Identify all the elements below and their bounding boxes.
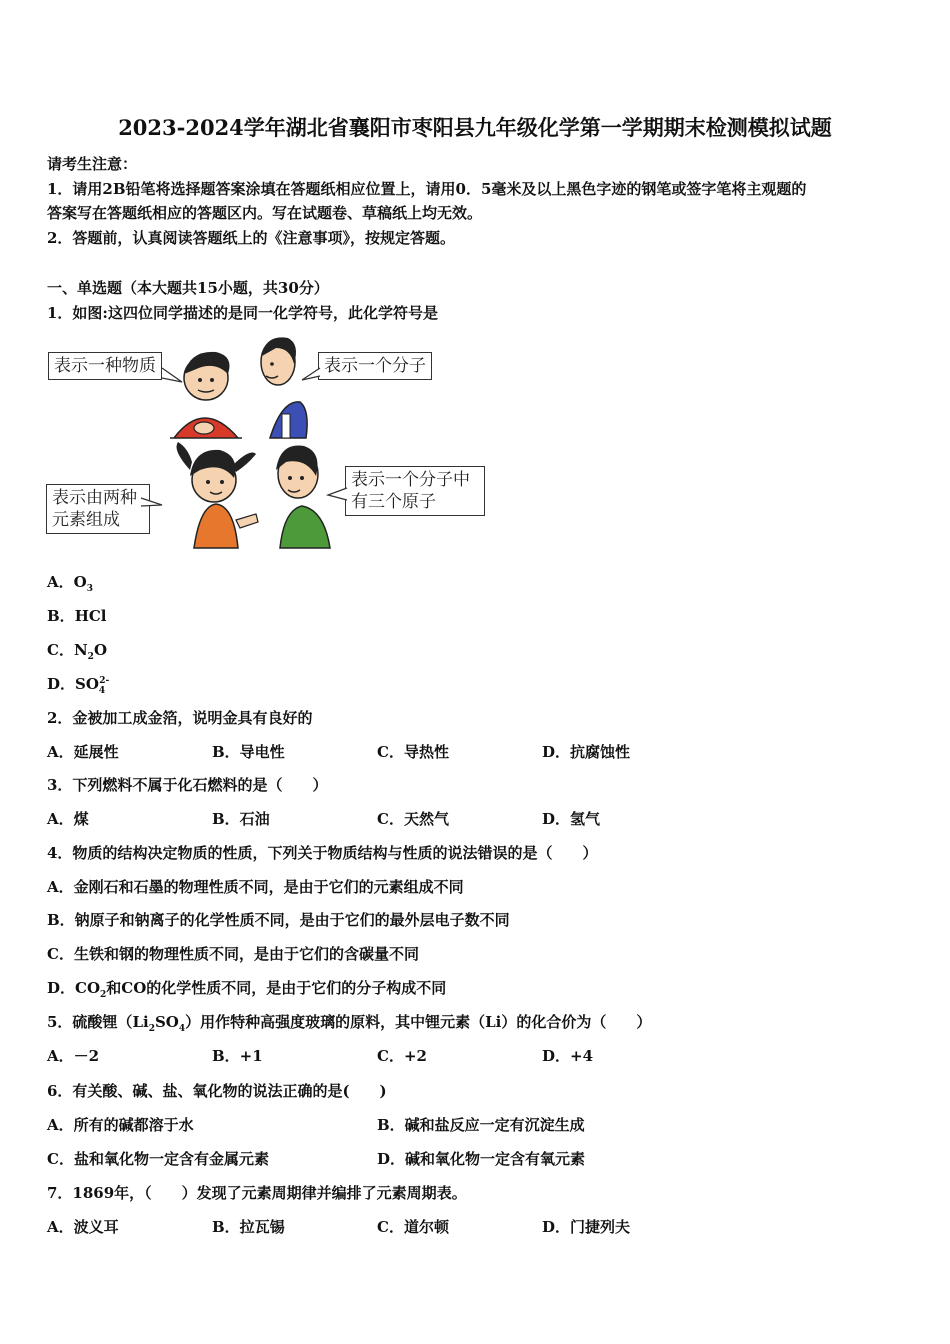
q5-option-b[interactable]: B．+1 — [212, 1047, 263, 1065]
q1-option-d-sup: 2- — [99, 676, 110, 686]
q1-option-c-label: C． — [47, 641, 74, 659]
q7-option-a[interactable]: A．波义耳 — [47, 1218, 119, 1236]
q4-option-d-sub: 2 — [100, 990, 107, 1000]
q6-option-b[interactable]: B．碱和盐反应一定有沉淀生成 — [377, 1116, 585, 1134]
q1-option-c-formula: N — [73, 641, 88, 659]
q2-option-d[interactable]: D．抗腐蚀性 — [542, 743, 631, 761]
q5-stem-mid: SO — [154, 1013, 179, 1031]
q3-option-a[interactable]: A．煤 — [47, 810, 89, 828]
bubble-2: 表示一个分子 — [318, 352, 432, 380]
q3-option-d[interactable]: D．氢气 — [542, 810, 601, 828]
q2-option-c[interactable]: C．导热性 — [377, 743, 449, 761]
notice-line-2: 2．答题前，认真阅读答题纸上的《注意事项》，按规定答题。 — [47, 229, 455, 247]
q6-stem: 6．有关酸、碱、盐、氧化物的说法正确的是( ) — [47, 1082, 387, 1100]
q4-option-d-pre: D．CO — [47, 979, 101, 997]
q6-option-a[interactable]: A．所有的碱都溶于水 — [47, 1116, 194, 1134]
student-2 — [261, 337, 307, 438]
bubble-4-line1: 表示一个分子中 — [351, 470, 470, 490]
q1-option-a-label: A． — [47, 573, 74, 591]
q5-stem-sub2: 4 — [178, 1024, 186, 1034]
bubble-4-line2: 有三个原子 — [351, 492, 436, 512]
q1-option-b[interactable] — [47, 605, 107, 626]
q1-figure — [44, 330, 494, 552]
bubble-3-line2: 元素组成 — [52, 510, 120, 530]
student-4 — [276, 446, 330, 549]
q6-option-d[interactable]: D．碱和氧化物一定含有氧元素 — [377, 1150, 586, 1168]
notice-line-1b: 答案写在答题纸相应的答题区内。写在试题卷、草稿纸上均无效。 — [47, 204, 483, 222]
q6-option-c[interactable]: C．盐和氧化物一定含有金属元素 — [47, 1150, 269, 1168]
q2-option-b[interactable]: B．导电性 — [212, 743, 285, 761]
bubble-1-tail — [162, 368, 182, 382]
q7-option-d[interactable]: D．门捷列夫 — [542, 1218, 631, 1236]
q4-option-d[interactable] — [47, 977, 446, 1000]
q3-option-c[interactable]: C．天然气 — [377, 810, 449, 828]
q1-option-c-sub: 2 — [87, 652, 94, 662]
q1-option-d-formula: SO — [75, 675, 99, 693]
q2-option-a[interactable]: A．延展性 — [47, 743, 119, 761]
q1-option-a-sub: 3 — [86, 584, 93, 594]
q4-option-d-post: 和CO的化学性质不同，是由于它们的分子构成不同 — [106, 979, 447, 997]
notice-line-1a: 1．请用2B铅笔将选择题答案涂填在答题纸相应位置上，请用0．5毫米及以上黑色字迹的钢笔或签字笔将主观题的 — [47, 180, 807, 198]
q4-option-c[interactable]: C．生铁和钢的物理性质不同，是由于它们的含碳量不同 — [47, 945, 419, 963]
notice-heading: 请考生注意： — [47, 155, 138, 173]
q3-stem: 3．下列燃料不属于化石燃料的是（ ） — [47, 776, 328, 794]
q5-option-a[interactable]: A．－2 — [47, 1047, 100, 1065]
q5-stem-post: ）用作特种高强度玻璃的原料，其中锂元素（Li）的化合价为（ ） — [185, 1013, 652, 1031]
q7-option-c[interactable]: C．道尔顿 — [377, 1218, 449, 1236]
page-title: 2023-2024学年湖北省襄阳市枣阳县九年级化学第一学期期末检测模拟试题 — [118, 115, 832, 140]
student-1 — [170, 352, 242, 438]
q5-stem-sub1: 2 — [148, 1024, 155, 1034]
q1-option-b-label: B． — [47, 607, 75, 625]
student-3 — [177, 442, 259, 548]
q4-option-b[interactable]: B．钠原子和钠离子的化学性质不同，是由于它们的最外层电子数不同 — [47, 911, 510, 929]
q7-stem: 7．1869年，（ ）发现了元素周期律并编排了元素周期表。 — [47, 1184, 467, 1202]
q2-stem: 2．金被加工成金箔，说明金具有良好的 — [47, 709, 313, 727]
bubble-4-tail — [328, 488, 347, 500]
q1-option-d-sub: 4 — [98, 686, 106, 696]
students-illustration — [44, 330, 494, 552]
bubble-3-tail — [141, 498, 162, 506]
bubble-1: 表示一种物质 — [48, 352, 162, 380]
bubble-2-tail — [302, 368, 320, 380]
q7-option-b[interactable]: B．拉瓦锡 — [212, 1218, 285, 1236]
q1-option-d[interactable] — [47, 673, 109, 696]
q5-stem — [47, 1011, 651, 1034]
section-heading: 一、单选题（本大题共15小题，共30分） — [47, 279, 329, 297]
bubble-3-line1: 表示由两种 — [52, 488, 137, 508]
q3-option-b[interactable]: B．石油 — [212, 810, 270, 828]
q1-option-d-label: D． — [47, 675, 76, 693]
q1-option-c-after: O — [93, 641, 108, 659]
q1-option-b-formula: HCl — [74, 607, 107, 625]
q4-stem: 4．物质的结构决定物质的性质，下列关于物质结构与性质的说法错误的是（ ） — [47, 844, 598, 862]
q1-option-a-formula: O — [73, 573, 87, 591]
q5-stem-pre: 5．硫酸锂（Li — [47, 1013, 149, 1031]
q1-stem: 1．如图:这四位同学描述的是同一化学符号，此化学符号是 — [47, 304, 438, 322]
q1-option-c[interactable] — [47, 639, 107, 662]
q5-option-c[interactable]: C．+2 — [377, 1047, 427, 1065]
q1-option-a[interactable] — [47, 571, 93, 594]
q4-option-a[interactable]: A．金刚石和石墨的物理性质不同，是由于它们的元素组成不同 — [47, 878, 464, 896]
q5-option-d[interactable]: D．+4 — [542, 1047, 594, 1065]
